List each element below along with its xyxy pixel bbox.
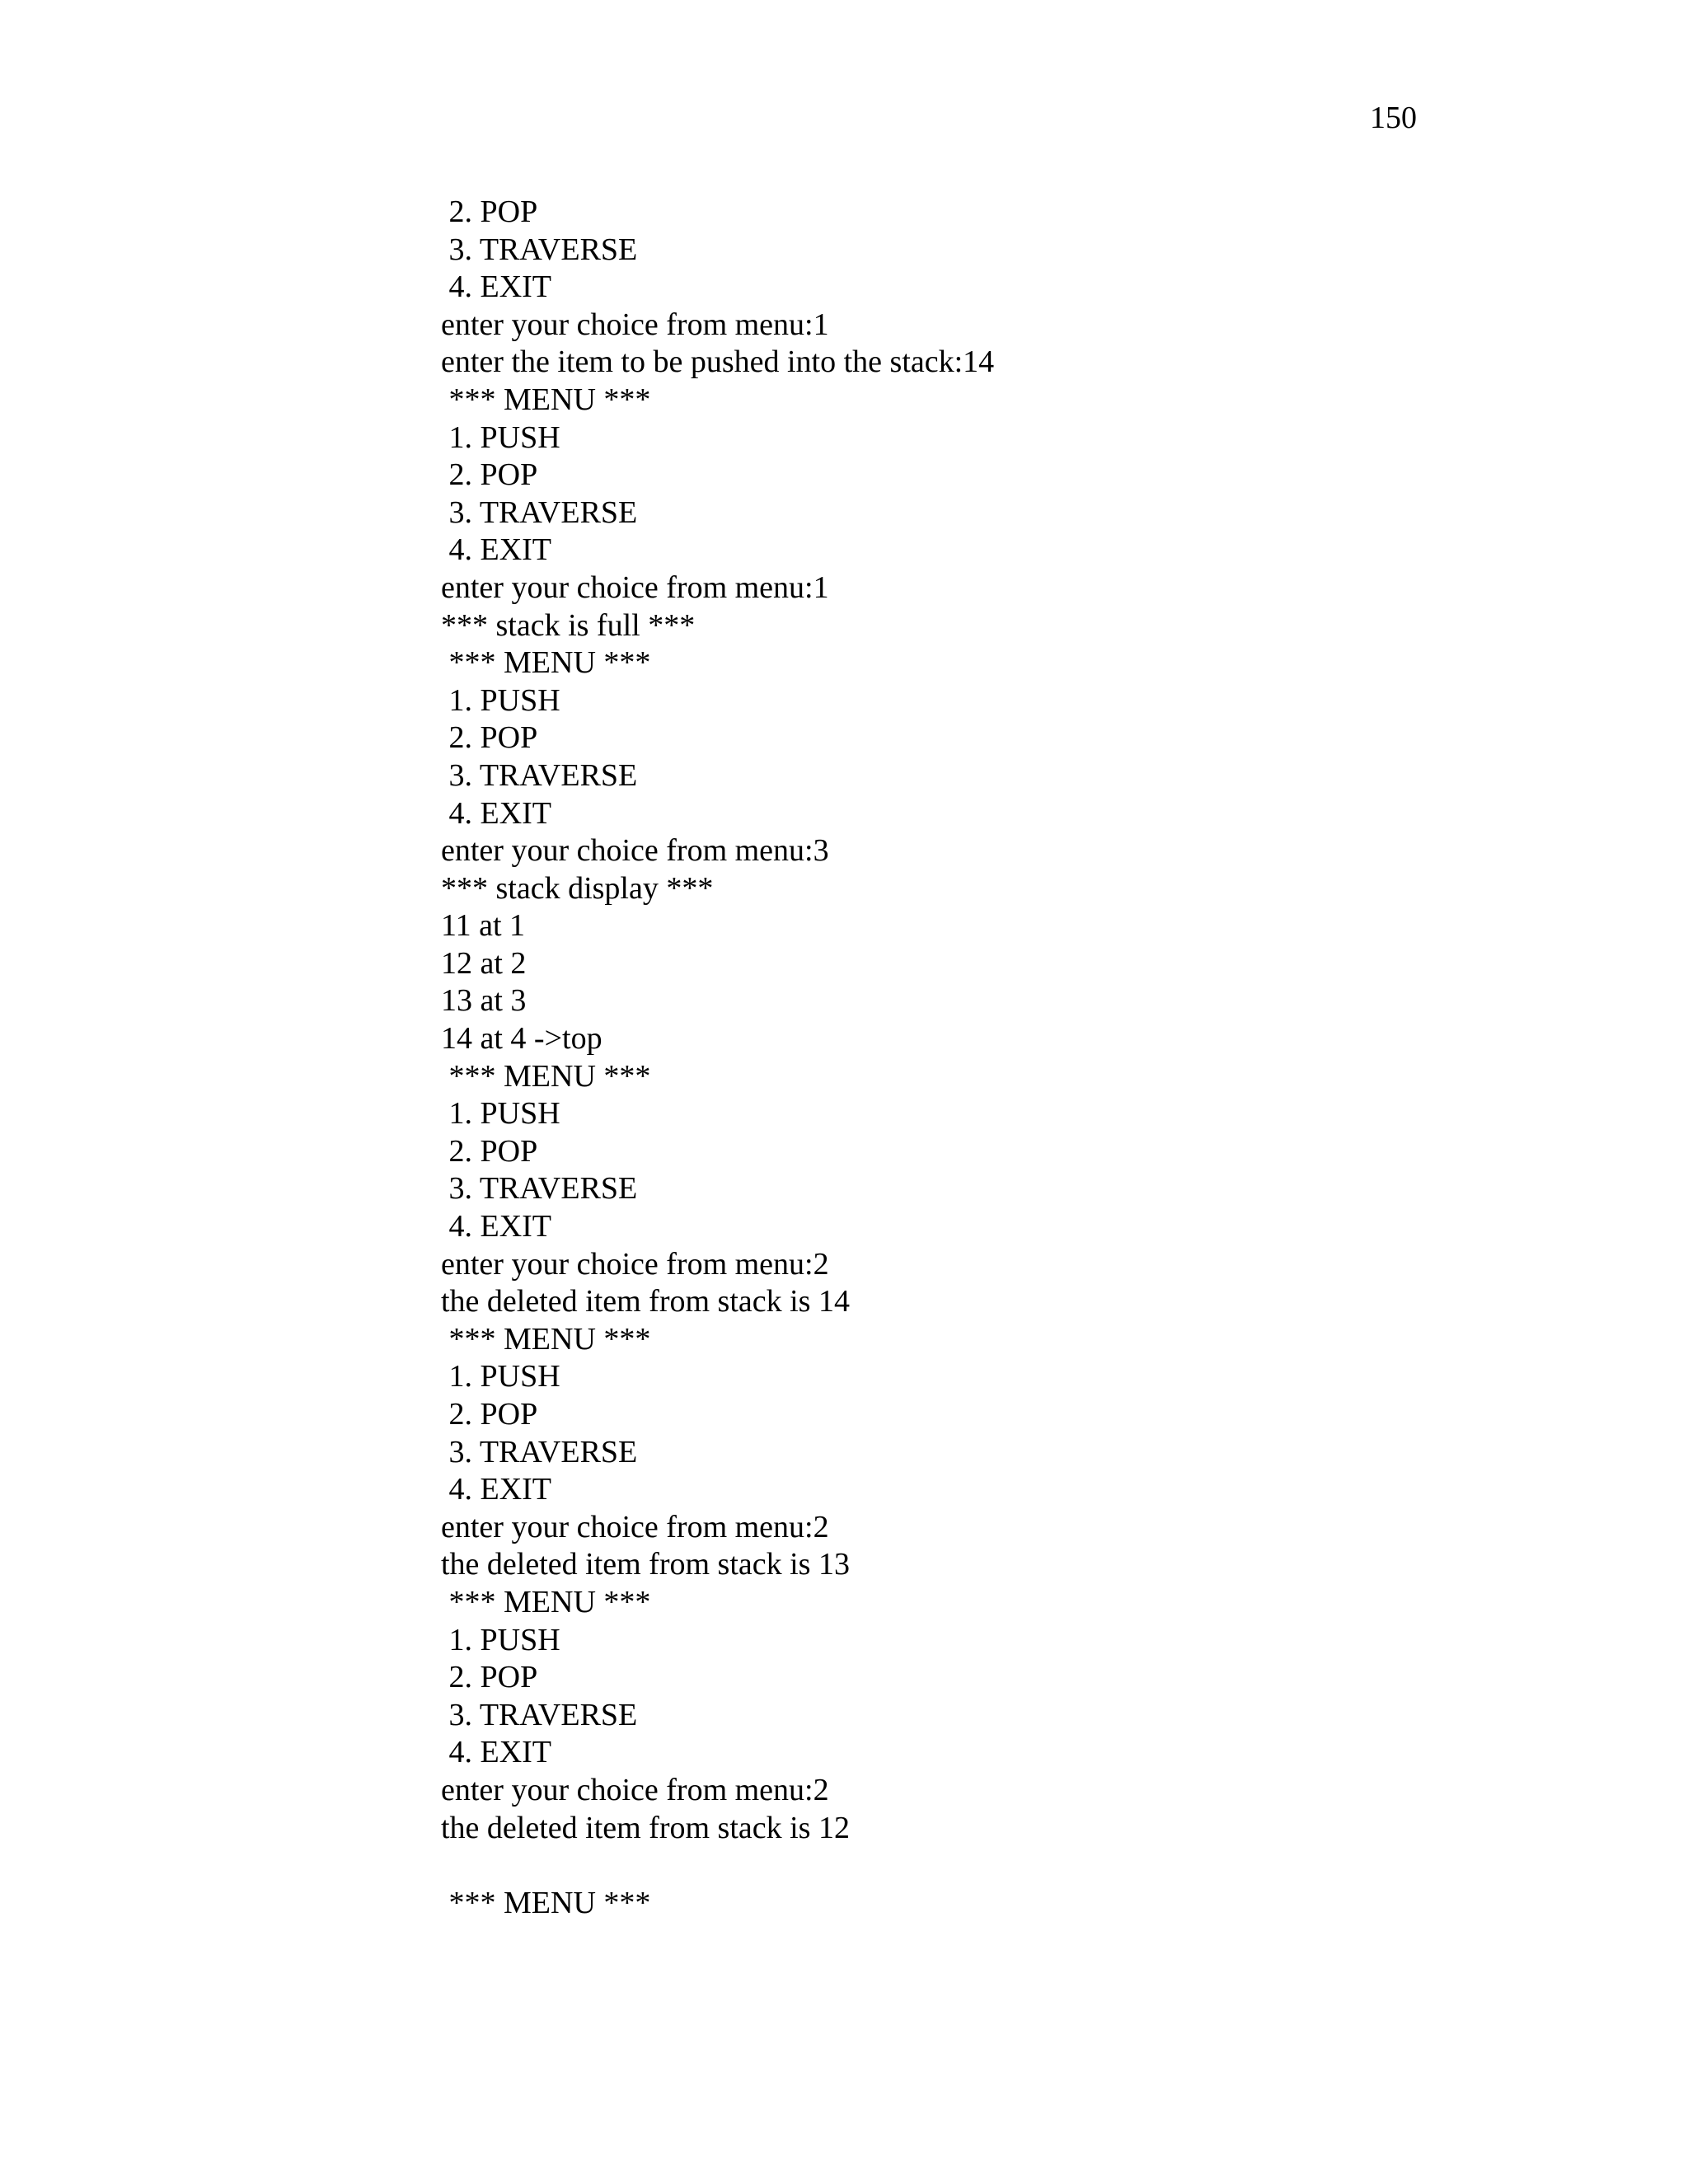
output-line: the deleted item from stack is 13 xyxy=(441,1547,850,1582)
program-output xyxy=(441,194,1595,1922)
output-line: *** stack is full *** xyxy=(441,607,696,643)
page-number: 150 xyxy=(1370,101,1417,135)
output-line: *** MENU *** xyxy=(441,1885,651,1920)
output-line: 4. EXIT xyxy=(441,1735,552,1770)
output-line: the deleted item from stack is 12 xyxy=(441,1810,850,1845)
output-line: 1. PUSH xyxy=(441,1096,560,1132)
output-line: 1. PUSH xyxy=(441,682,560,718)
output-line: 4. EXIT xyxy=(441,269,552,305)
output-line: enter your choice from menu:2 xyxy=(441,1246,829,1282)
output-line: 3. TRAVERSE xyxy=(441,1171,638,1207)
output-line: 4. EXIT xyxy=(441,532,552,568)
output-line: the deleted item from stack is 14 xyxy=(441,1284,850,1319)
output-line: *** MENU *** xyxy=(441,382,651,417)
output-line: 14 at 4 ->top xyxy=(441,1021,603,1057)
blank-line xyxy=(441,1847,1595,1885)
output-line: 1. PUSH xyxy=(441,1359,560,1394)
output-line: enter your choice from menu:2 xyxy=(441,1772,829,1807)
output-line: 4. EXIT xyxy=(441,1209,552,1244)
output-line: enter your choice from menu:2 xyxy=(441,1509,829,1544)
output-line: 3. TRAVERSE xyxy=(441,757,638,793)
output-line: enter your choice from menu:3 xyxy=(441,833,829,869)
output-line: 3. TRAVERSE xyxy=(441,1434,638,1469)
output-line: 2. POP xyxy=(441,1660,538,1695)
output-line: 4. EXIT xyxy=(441,1472,552,1507)
output-line: *** MENU *** xyxy=(441,645,651,681)
output-line: 13 at 3 xyxy=(441,983,527,1019)
output-line: 3. TRAVERSE xyxy=(441,494,638,530)
output-line: enter the item to be pushed into the stack:14 xyxy=(441,344,995,380)
output-line: 11 at 1 xyxy=(441,908,526,944)
output-line: 2. POP xyxy=(441,194,538,229)
output-line: 3. TRAVERSE xyxy=(441,1697,638,1732)
output-line: 1. PUSH xyxy=(441,1622,560,1657)
output-line: 3. TRAVERSE xyxy=(441,232,638,267)
output-line: enter your choice from menu:1 xyxy=(441,569,829,605)
output-line: 12 at 2 xyxy=(441,945,527,981)
output-line: *** MENU *** xyxy=(441,1058,651,1094)
output-line: *** MENU *** xyxy=(441,1584,651,1619)
output-line: 2. POP xyxy=(441,457,538,493)
output-line: 1. PUSH xyxy=(441,419,560,455)
output-line: *** MENU *** xyxy=(441,1321,651,1357)
output-line: 2. POP xyxy=(441,720,538,756)
output-line: 4. EXIT xyxy=(441,795,552,831)
output-line: 2. POP xyxy=(441,1133,538,1169)
output-line: *** stack display *** xyxy=(441,870,714,906)
output-line: enter your choice from menu:1 xyxy=(441,307,829,342)
output-line: 2. POP xyxy=(441,1397,538,1432)
